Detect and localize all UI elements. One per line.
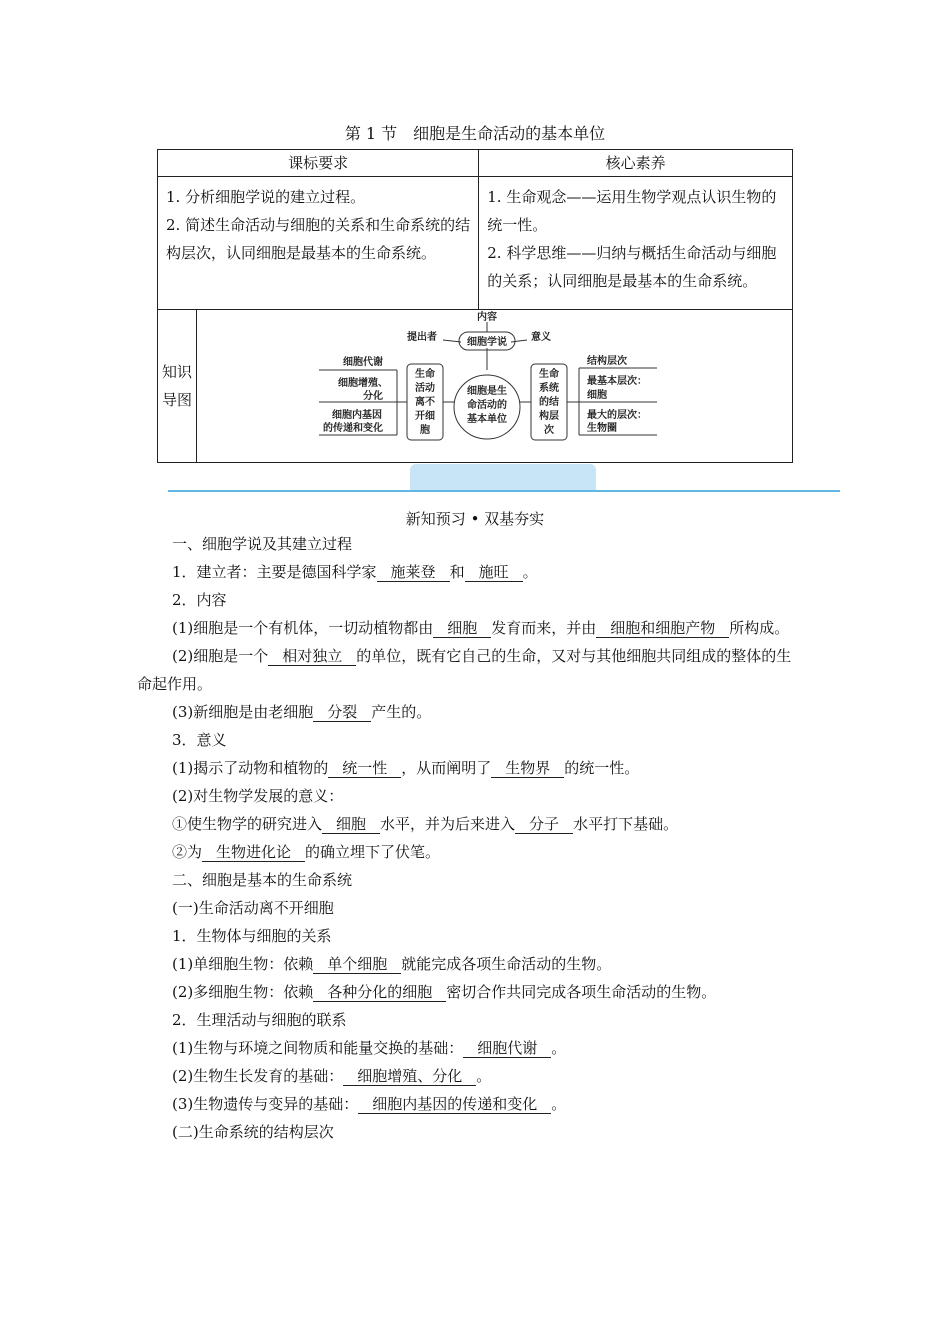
banner-tab xyxy=(410,464,596,492)
knowledge-map-cell xyxy=(197,310,793,463)
map-right-box-line: 的结 xyxy=(539,397,559,408)
text-line: 2．内容 xyxy=(172,591,227,609)
answer-blank: 生物界 xyxy=(491,759,564,778)
section-banner xyxy=(168,462,840,492)
answer-blank: 细胞代谢 xyxy=(463,1039,551,1058)
content-body xyxy=(137,530,797,1146)
knowledge-map-diagram xyxy=(197,310,781,460)
text-line: (2)生物生长发育的基础： 细胞增殖、分化 。 xyxy=(172,1067,492,1085)
requirement-item: 2. 简述生命活动与细胞的关系和生命系统的结构层次，认同细胞是最基本的生命系统。 xyxy=(166,216,471,262)
map-left-box-line: 开细 xyxy=(415,411,435,422)
map-center-line: 基本单位 xyxy=(467,414,507,425)
section-title: 新知预习 • 双基夯实 xyxy=(405,510,545,528)
page-title: 第 1 节 细胞是生命活动的基本单位 xyxy=(344,124,606,143)
text-line: (一)生命活动离不开细胞 xyxy=(172,899,334,917)
text-line: ②为 生物进化论 的确立埋下了伏笔。 xyxy=(172,843,441,861)
answer-blank: 统一性 xyxy=(328,759,401,778)
answer-blank: 单个细胞 xyxy=(313,955,401,974)
text-line: (2)对生物学发展的意义： xyxy=(172,787,344,805)
banner-line xyxy=(168,490,840,492)
map-content-label: 内容 xyxy=(477,312,497,323)
map-left-item: 细胞代谢 xyxy=(343,357,383,368)
requirements-header: 课标要求 xyxy=(158,150,479,177)
text-line: (1)单细胞生物：依赖 单个细胞 就能完成各项生命活动的生物。 xyxy=(172,955,612,973)
answer-blank: 分子 xyxy=(515,815,573,834)
map-significance-label: 意义 xyxy=(531,332,551,343)
core-literacy-cell xyxy=(479,177,793,310)
answer-blank: 分裂 xyxy=(313,703,371,722)
map-left-item: 的传递和变化 xyxy=(323,423,383,434)
map-proposer-label: 提出者 xyxy=(407,332,437,343)
map-right-item: 细胞 xyxy=(587,390,607,401)
map-right-item: 最大的层次： xyxy=(587,410,647,421)
map-cell-theory-node: 细胞学说 xyxy=(467,337,507,348)
knowledge-map-label: 知识导图 xyxy=(158,310,197,463)
answer-blank: 细胞 xyxy=(322,815,380,834)
map-left-box-line: 生命 xyxy=(415,369,435,380)
answer-blank: 各种分化的细胞 xyxy=(313,983,446,1002)
core-item: 1. 生命观念——运用生物学观点认识生物的统一性。 xyxy=(487,188,777,234)
map-right-item: 生物圈 xyxy=(587,423,617,434)
text-line: (2)细胞是一个 相对独立 的单位，既有它自己的生命，又对与其他细胞共同组成的整体的生命起作用。 xyxy=(137,647,792,693)
text-line: 2．生理活动与细胞的联系 xyxy=(172,1011,347,1029)
text-line: (1)揭示了动物和植物的 统一性 ，从而阐明了 生物界 的统一性。 xyxy=(172,759,640,777)
core-item: 2. 科学思维——归纳与概括生命活动与细胞的关系；认同细胞是最基本的生命系统。 xyxy=(487,244,777,290)
heading: 二、细胞是基本的生命系统 xyxy=(172,871,353,889)
text-line: (3)新细胞是由老细胞 分裂 产生的。 xyxy=(172,703,432,721)
standards-table xyxy=(157,149,793,463)
text-line: (1)生物与环境之间物质和能量交换的基础： 细胞代谢 。 xyxy=(172,1039,567,1057)
map-right-item: 最基本层次： xyxy=(587,376,647,387)
map-center-line: 细胞是生 xyxy=(467,386,507,397)
text-line: (二)生命系统的结构层次 xyxy=(172,1123,334,1141)
requirements-cell xyxy=(158,177,479,310)
text-line: (1)细胞是一个有机体，一切动植物都由 细胞 发育而来，并由 细胞和细胞产物 所构成。 xyxy=(172,619,790,637)
core-literacy-header: 核心素养 xyxy=(479,150,793,177)
map-left-item: 细胞增殖、 xyxy=(338,378,388,389)
map-left-box-line: 离不 xyxy=(415,397,435,408)
map-left-item: 分化 xyxy=(363,391,383,402)
text-line: 1．建立者：主要是德国科学家 施莱登 和 施旺 。 xyxy=(172,563,538,581)
answer-blank: 细胞 xyxy=(433,619,491,638)
answer-blank: 细胞增殖、分化 xyxy=(343,1067,476,1086)
map-left-box-line: 活动 xyxy=(415,383,435,394)
heading: 一、细胞学说及其建立过程 xyxy=(172,535,353,553)
answer-blank: 施莱登 xyxy=(377,563,450,582)
answer-blank: 施旺 xyxy=(465,563,523,582)
answer-blank: 相对独立 xyxy=(268,647,356,666)
map-right-box-line: 系统 xyxy=(539,383,559,394)
map-right-box-line: 次 xyxy=(544,425,554,436)
map-right-item: 结构层次 xyxy=(587,356,627,367)
map-center-line: 命活动的 xyxy=(467,400,507,411)
text-line: 1．生物体与细胞的关系 xyxy=(172,927,332,945)
text-line: ①使生物学的研究进入 细胞 水平，并为后来进入 分子 水平打下基础。 xyxy=(172,815,679,833)
map-left-item: 细胞内基因 xyxy=(332,410,382,421)
answer-blank: 细胞和细胞产物 xyxy=(596,619,729,638)
text-line: (3)生物遗传与变异的基础： 细胞内基因的传递和变化 。 xyxy=(172,1095,567,1113)
text-line: 3．意义 xyxy=(172,731,227,749)
text-line: (2)多细胞生物：依赖 各种分化的细胞 密切合作共同完成各项生命活动的生物。 xyxy=(172,983,717,1001)
requirement-item: 1. 分析细胞学说的建立过程。 xyxy=(166,188,366,206)
map-right-box-line: 生命 xyxy=(539,369,559,380)
map-right-box-line: 构层 xyxy=(539,411,559,422)
answer-blank: 生物进化论 xyxy=(202,843,305,862)
map-left-box-line: 胞 xyxy=(420,425,430,436)
answer-blank: 细胞内基因的传递和变化 xyxy=(358,1095,551,1114)
